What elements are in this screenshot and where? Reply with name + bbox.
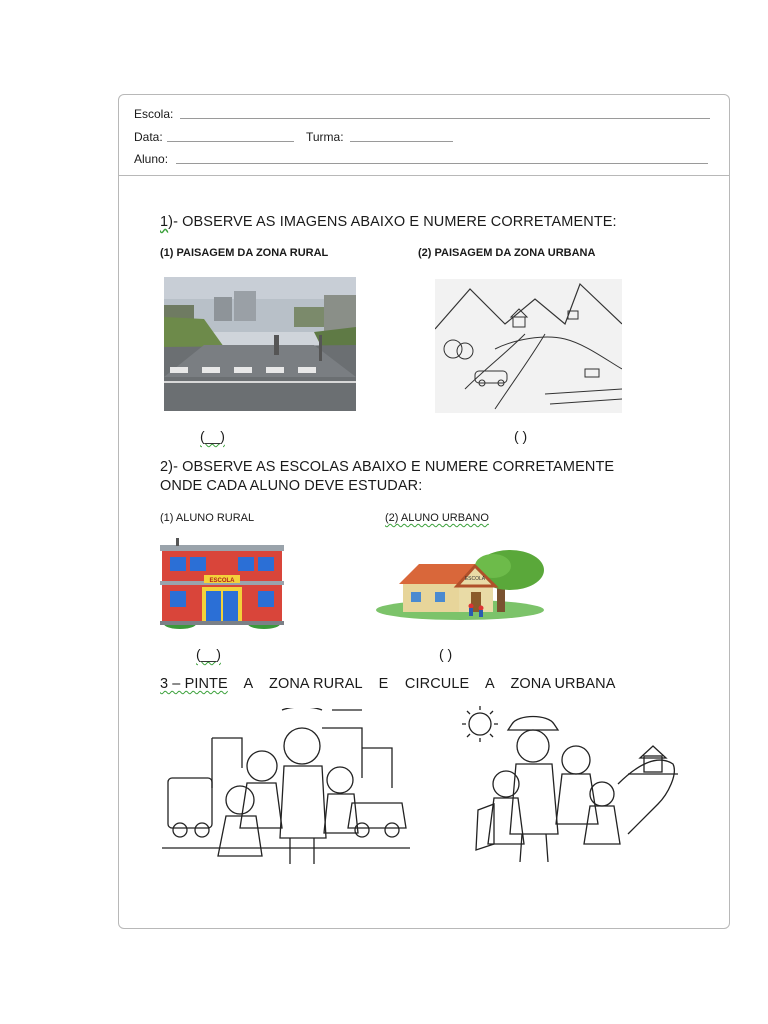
question-3-title <box>160 676 616 692</box>
turma-field[interactable] <box>350 141 453 142</box>
data-label: Data: <box>134 130 163 144</box>
question-2-line-1: 2)- OBSERVE AS ESCOLAS ABAIXO E NUMERE CORRETAMENTE <box>160 459 615 475</box>
q1-answer-blank-1-text: (__) <box>200 428 225 444</box>
urban-street-photo <box>164 277 356 411</box>
aluno-field[interactable] <box>176 163 708 164</box>
question-1-number: 1 <box>160 214 169 230</box>
q2-answer-blank-2[interactable]: ( ) <box>439 646 453 662</box>
q1-answer-blank-1[interactable] <box>200 428 225 444</box>
question-3-text-a: 3 – PINTE <box>160 676 228 692</box>
q2-answer-blank-1[interactable] <box>196 646 221 662</box>
q1-option-1: (1) PAISAGEM DA ZONA RURAL <box>160 247 329 259</box>
header-divider <box>119 175 729 176</box>
q2-option-1: (1) ALUNO RURAL <box>160 512 255 524</box>
urban-family-coloring-drawing <box>162 708 410 866</box>
question-1-text: )- OBSERVE AS IMAGENS ABAIXO E NUMERE CORRETAMENTE: <box>168 214 617 230</box>
data-field[interactable] <box>167 141 294 142</box>
question-1-title <box>160 214 617 230</box>
urban-school-building <box>160 535 284 633</box>
escola-field[interactable] <box>180 118 710 119</box>
school-sign-text: ESCOLA <box>209 578 235 584</box>
question-2-line-2: ONDE CADA ALUNO DEVE ESTUDAR: <box>160 478 423 494</box>
question-3-text-b: A ZONA RURAL E CIRCULE A ZONA URBANA <box>243 676 616 692</box>
rural-school-sign-text: ESCOLA <box>464 576 486 582</box>
rural-family-coloring-drawing <box>458 704 682 866</box>
q1-option-2: (2) PAISAGEM DA ZONA URBANA <box>418 247 596 259</box>
q1-answer-blank-2[interactable]: ( ) <box>514 428 528 444</box>
aluno-label: Aluno: <box>134 152 169 166</box>
q2-option-2-text: (2) ALUNO URBANO <box>385 512 489 524</box>
q2-option-2 <box>385 512 489 524</box>
escola-label: Escola: <box>134 107 174 121</box>
rural-landscape-drawing <box>435 279 622 413</box>
q2-answer-blank-1-text: (__) <box>196 646 221 662</box>
rural-school-house <box>375 548 545 628</box>
turma-label: Turma: <box>306 130 344 144</box>
